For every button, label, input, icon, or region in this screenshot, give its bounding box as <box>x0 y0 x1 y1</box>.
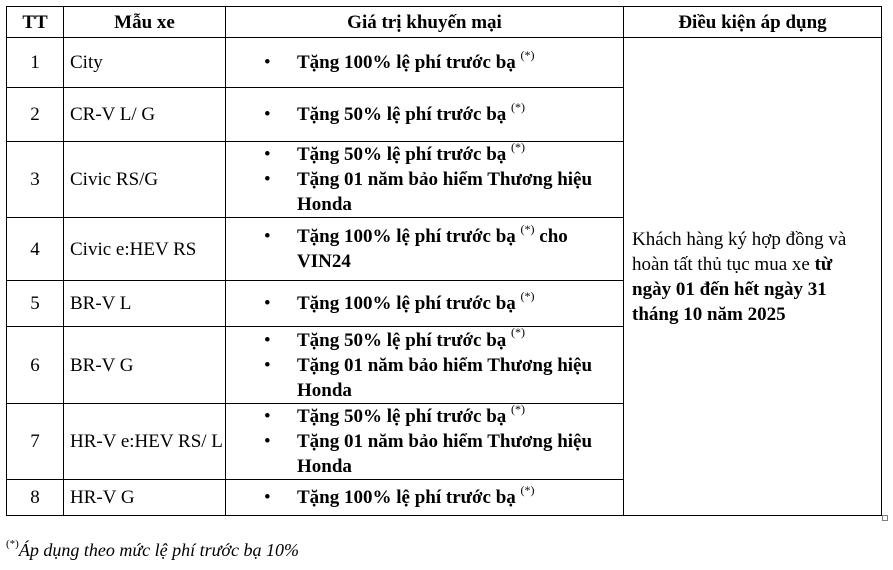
promo-item <box>264 482 623 510</box>
promo-cell <box>226 139 624 218</box>
promo-item <box>264 139 623 167</box>
footnote-marker: (*) <box>511 401 526 416</box>
promo-text: Tặng 50% lệ phí trước bạ <box>297 329 507 351</box>
promo-item <box>264 221 623 274</box>
table-row <box>7 38 882 88</box>
promo-text: Tặng 100% lệ phí trước bạ <box>297 293 516 314</box>
promo-item <box>264 47 623 75</box>
table-resize-handle[interactable] <box>882 515 888 521</box>
footnote-marker: (*) <box>511 99 526 114</box>
promo-text: Tặng 100% lệ phí trước bạ <box>297 52 516 73</box>
footnote-marker: (*) <box>520 482 535 497</box>
promo-item <box>264 99 623 127</box>
model-name: BR-V G <box>64 327 226 404</box>
promo-list <box>264 99 623 127</box>
promo-item <box>264 288 623 316</box>
promo-item <box>264 167 623 217</box>
footnote-marker: (*) <box>511 325 526 340</box>
promo-list <box>264 139 623 217</box>
promo-list <box>264 482 623 510</box>
header-tt: TT <box>7 7 64 38</box>
header-row <box>7 7 882 38</box>
promo-tail: cho VIN24 <box>297 226 573 272</box>
promo-text: Tặng 01 năm bảo hiểm Thương hiệu Honda <box>297 354 593 401</box>
row-number: 7 <box>7 404 64 480</box>
promo-text: Tặng 50% lệ phí trước bạ <box>297 144 507 165</box>
condition-text: Khách hàng ký hợp đồng và hoàn tất thủ tục mua xe <box>632 228 847 275</box>
promo-text: Tặng 50% lệ phí trước bạ <box>297 104 507 125</box>
footnote-marker: (*) <box>520 221 535 236</box>
promo-text: Tặng 100% lệ phí trước bạ <box>297 487 516 508</box>
promo-text: Tặng 01 năm bảo hiểm Thương hiệu Honda <box>297 431 593 477</box>
header-model: Mẫu xe <box>64 7 226 38</box>
row-number: 1 <box>7 38 64 88</box>
model-name: Civic e:HEV RS <box>64 218 226 281</box>
footnote-marker: (*) <box>520 47 535 62</box>
model-name: HR-V e:HEV RS/ L <box>64 404 226 480</box>
promo-list <box>264 325 623 403</box>
promo-cell <box>226 218 624 281</box>
row-number: 2 <box>7 88 64 142</box>
promo-cell <box>226 88 624 142</box>
promo-item <box>264 429 623 479</box>
row-number: 5 <box>7 281 64 327</box>
promo-text: Tặng 100% lệ phí trước bạ <box>297 226 516 247</box>
row-number: 3 <box>7 142 64 218</box>
model-name: HR-V G <box>64 480 226 516</box>
header-condition: Điều kiện áp dụng <box>624 7 882 38</box>
row-number: 8 <box>7 480 64 516</box>
footnote-mark: (*) <box>6 538 19 550</box>
condition-date-range: từ ngày 01 đến hết ngày 31 tháng 10 năm 2025 <box>632 253 833 325</box>
promo-item <box>264 325 623 353</box>
promo-cell <box>226 401 624 480</box>
promo-list <box>264 288 623 316</box>
promo-item <box>264 353 623 403</box>
model-name: City <box>64 38 226 88</box>
promo-cell <box>226 327 624 404</box>
promo-cell <box>226 38 624 88</box>
promo-list <box>264 401 623 479</box>
promo-text: Tặng 50% lệ phí trước bạ <box>297 406 507 427</box>
promo-list <box>264 47 623 75</box>
row-number: 6 <box>7 327 64 404</box>
footnote-marker: (*) <box>520 288 535 303</box>
footnote-marker: (*) <box>511 139 526 154</box>
condition-cell <box>624 38 882 516</box>
promo-text: Tặng 01 năm bảo hiểm Thương hiệu Honda <box>297 169 593 215</box>
promo-cell <box>226 480 624 516</box>
footnote-text: Áp dụng theo mức lệ phí trước bạ 10% <box>18 540 300 560</box>
promo-item <box>264 401 623 429</box>
footnote <box>6 538 299 562</box>
model-name: CR-V L/ G <box>64 88 226 142</box>
promotion-table <box>6 6 882 516</box>
promo-cell <box>226 281 624 327</box>
model-name: Civic RS/G <box>64 142 226 218</box>
promo-list <box>264 221 623 274</box>
model-name: BR-V L <box>64 281 226 327</box>
header-promo: Giá trị khuyến mại <box>226 7 624 38</box>
row-number: 4 <box>7 218 64 281</box>
